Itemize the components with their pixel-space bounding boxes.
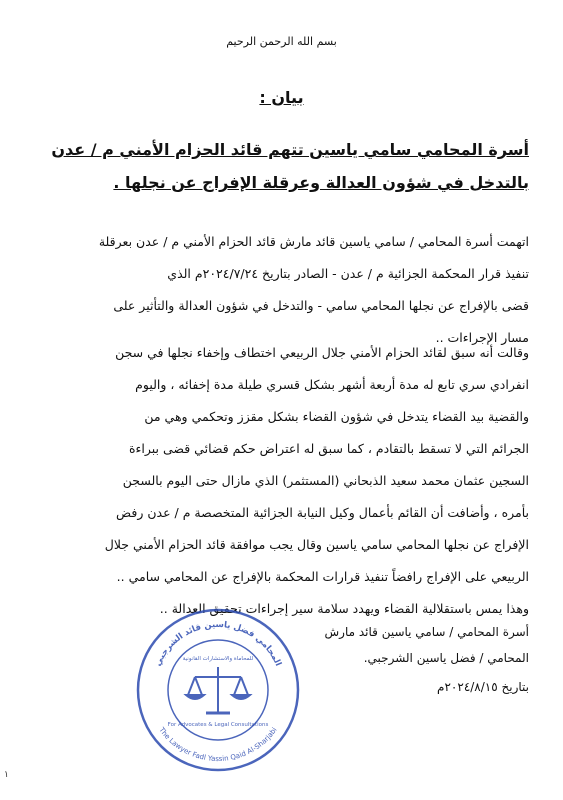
basmala: بسم الله الرحمن الرحيم: [226, 35, 337, 48]
paragraph-line: والقضية بيد القضاء يتدخل في شؤون القضاء بشكل مقزز وتحكمي وهي من: [144, 409, 529, 424]
paragraph-line: اتهمت أسرة المحامي / سامي ياسين قائد مارش قائد الحزام الأمني م / عدن بعرقلة: [98, 234, 529, 249]
paragraph-line: بأمره ، وأضافت أن القائم بأعمال وكيل النيابة الجزائية المتخصصة م / عدن رفض: [116, 505, 529, 520]
stamp-arabic-name: المحامي فضل ياسين قائد الشرجبي: [153, 619, 283, 668]
paragraph-line: وهذا يمس باستقلالية القضاء ويهدد سلامة سير إجراءات تحقيق العدالة ..: [159, 601, 529, 616]
stamp-arabic-sub: للمحاماة والاستشارات القانونية: [182, 656, 254, 662]
paragraph-line: الإفراج عن نجلها المحامي سامي ياسين وقال يجب موافقة قائد الحزام الأمني جلال: [104, 537, 529, 552]
paragraph-line: وقالت أنه سبق لقائد الحزام الأمني جلال الربيعي اختطاف وإخفاء نجلها في سجن: [115, 345, 529, 360]
document-heading: بيان :: [259, 88, 304, 107]
signature-family-line: أسرة المحامي / سامي ياسين قائد مارش: [324, 625, 529, 639]
paragraph-1: [30, 226, 529, 354]
page-number: ١: [4, 770, 9, 780]
paragraph-line: السجين عثمان محمد سعيد الذبحاني (المستثمر) الذي مازال حتى اليوم بالسجن: [122, 473, 529, 488]
signature-lawyer-line: المحامي / فضل ياسين الشرجبي.: [363, 651, 529, 665]
paragraph-line: تنفيذ قرار المحكمة الجزائية م / عدن - الصادر بتاريخ ٢٠٢٤/٧/٢٤م الذي: [167, 266, 529, 281]
paragraph-line: الجرائم التي لا تسقط بالتقادم ، كما سبق له اعتراض حكم قضائي قضى ببراءة: [128, 441, 529, 456]
paragraph-line: انفرادي سري تابع له مدة أربعة أشهر بشكل قسري طيلة مدة إخفائه ، واليوم: [135, 377, 529, 392]
lawyer-stamp-seal: [133, 605, 303, 775]
scales-of-justice-icon: [186, 667, 250, 713]
paragraph-line: مسار الإجراءات ..: [435, 330, 529, 345]
paragraph-line: الربيعي على الإفراج رافضاً تنفيذ قرارات المحكمة بالإفراج عن المحامي سامي ..: [116, 569, 529, 584]
stamp-english-name: The Lawyer Fadl Yassin Qaid Al-Sharjabi: [157, 725, 279, 764]
document-date: بتاريخ ٢٠٢٤/٨/١٥م: [437, 680, 529, 694]
title-line-2: بالتدخل في شؤون العدالة وعرقلة الإفراج عن نجلها .: [113, 173, 529, 192]
paragraph-line: قضى بالإفراج عن نجلها المحامي سامي - والتدخل في شؤون العدالة والتأثير على: [113, 298, 529, 313]
title-line-1: أسرة المحامي سامي ياسين تتهم قائد الحزام الأمني م / عدن: [51, 140, 529, 159]
paragraph-2: [30, 337, 529, 625]
stamp-english-sub: For Advocates & Legal Consultations: [167, 722, 269, 728]
